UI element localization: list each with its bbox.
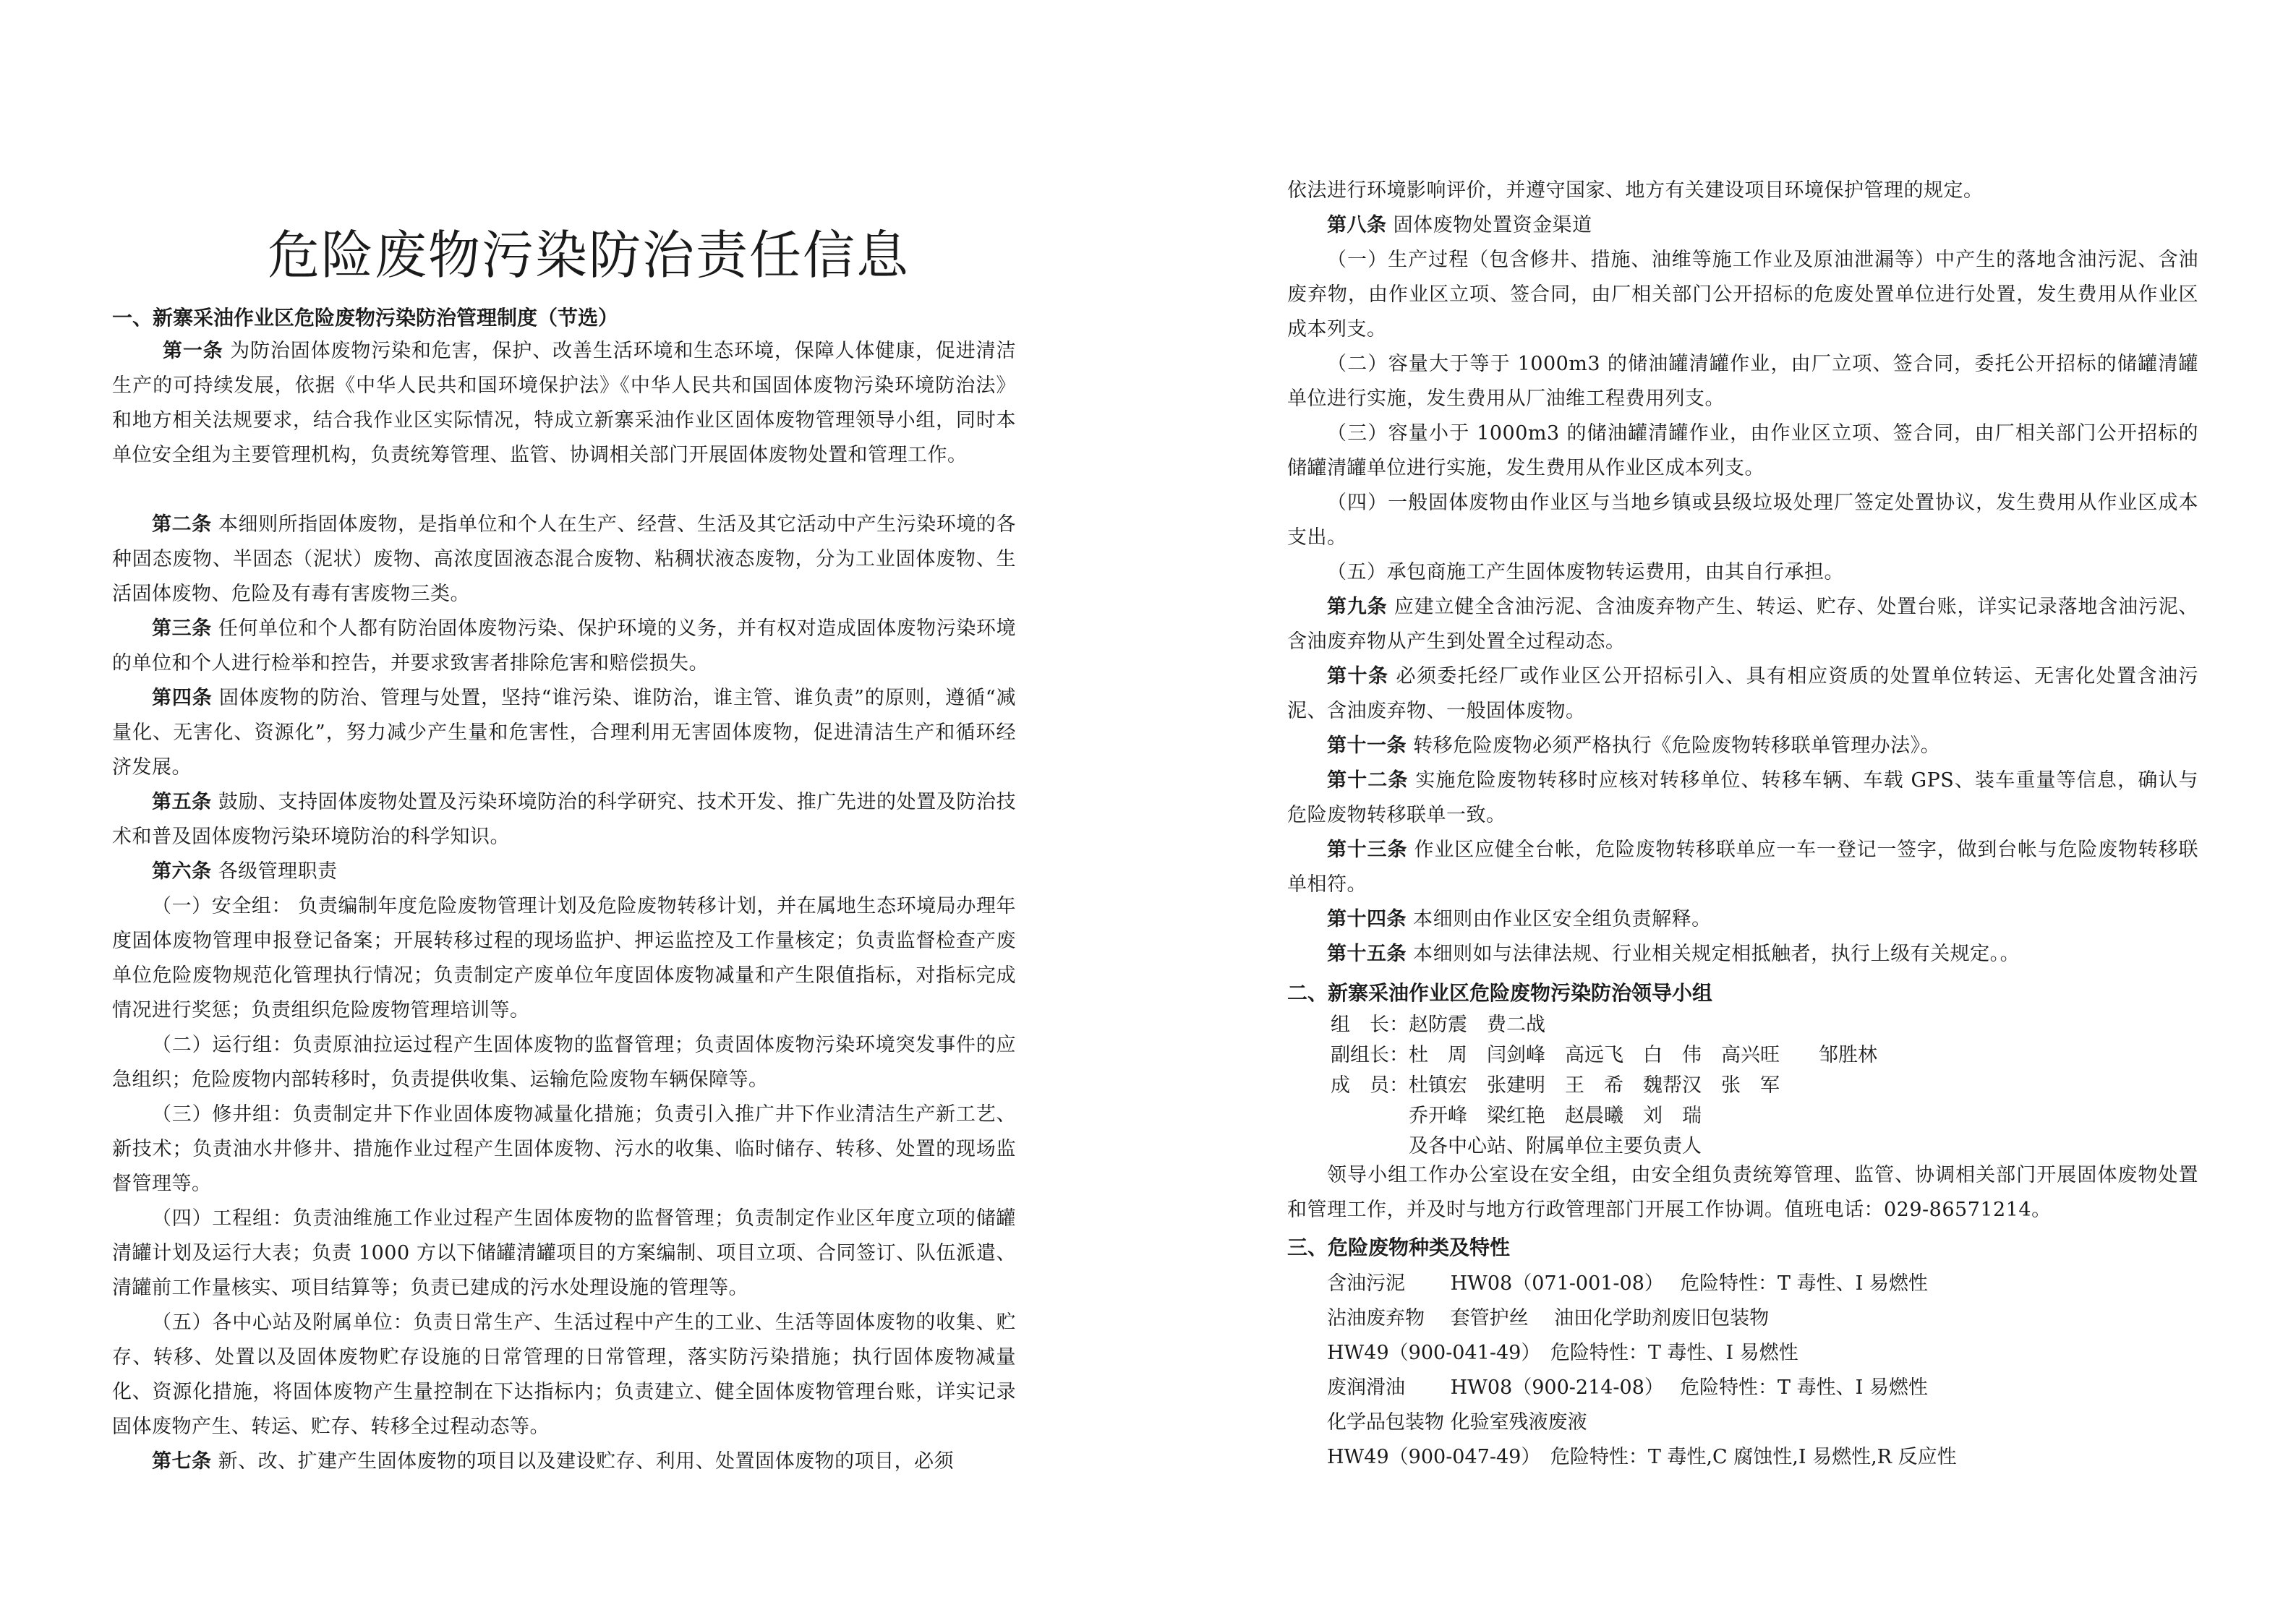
fund-channel-2: （二）容量大于等于 1000m3 的储油罐清罐作业，由厂立项、签合同，委托公开招标的储罐清罐单位进行实施，发生费用从厂油维工程费用列支。 [1287,353,2198,410]
waste-type-1: 含油污泥 HW08（071-001-08） 危险特性：T 毒性、I 易燃性 [1327,1272,1928,1295]
article-10 [1287,659,2198,729]
duty-center-stations: （五）各中心站及附属单位：负责日常生产、生活过程中产生的工业、生活等固体废物的收集、贮存、转移、处置以及固体废物贮存设施的日常管理的日常管理，落实防污染措施；执行固体废物减量化、资源化措施，将固体废物产生量控制在下达指标内；负责建立、健全固体废物管理台账，详实记录固体废物产生、转运、贮存、转移全过程动态等。 [112,1311,1016,1438]
group-members-continued: 乔开峰 梁红艳 赵晨曦 刘 瑞 [1409,1105,1702,1127]
section-1-heading: 一、新寨采油作业区危险废物污染防治管理制度（节选） [112,306,619,330]
article-8-label: 第八条 [1327,214,1387,236]
article-12 [1287,763,2198,833]
office-info: 领导小组工作办公室设在安全组，由安全组负责统筹管理、监管、协调相关部门开展固体废物处置和管理工作，并及时与地方行政管理部门开展工作协调。值班电话：029-86571214。 [1287,1164,2198,1221]
article-13-text: 作业区应健全台帐，危险废物转移联单应一车一登记一签字，做到台帐与危险废物转移联单相符。 [1287,839,2198,896]
article-7 [112,1444,1016,1479]
article-6-text: 各级管理职责 [211,860,338,883]
article-10-label: 第十条 [1327,665,1389,688]
article-1-label: 第一条 [163,340,223,362]
article-1 [112,334,1016,473]
article-3-label: 第三条 [152,617,212,640]
waste-type-2: 沾油废弃物 套管护丝 油田化学助剂废旧包装物 [1327,1307,1770,1329]
article-5 [112,785,1016,855]
fund-channel-4: （四）一般固体废物由作业区与当地乡镇或县级垃圾处理厂签定处置协议，发生费用从作业区成本支出。 [1287,492,2198,549]
article-15 [1287,937,2198,972]
fund-channel-3: （三）容量小于 1000m3 的储油罐清罐作业，由作业区立项、签合同，由厂相关部门公开招标的储罐清罐单位进行实施，发生费用从作业区成本列支。 [1287,422,2198,479]
waste-type-2-code: HW49（900-041-49） 危险特性：T 毒性、I 易燃性 [1327,1342,1798,1364]
article-1-text: 为防治固体废物污染和危害，保护、改善生活环境和生态环境，保障人体健康，促进清洁生产的可持续发展，依据《中华人民共和国环境保护法》《中华人民共和国固体废物污染环境防治法》和地方相关法规要求，结合我作业区实际情况，特成立新寨采油作业区固体废物管理领导小组，同时本单位安全组为主要管理机构，负责统筹管理、监管、协调相关部门开展固体废物处置和管理工作。 [112,340,1016,466]
article-7-text: 新、改、扩建产生固体废物的项目以及建设贮存、利用、处置固体废物的项目，必须 [211,1450,955,1473]
article-13-label: 第十三条 [1327,839,1408,861]
article-6 [112,855,1016,889]
article-12-text: 实施危险废物转移时应核对转移单位、转移车辆、车载 GPS、装车重量等信息，确认与危险废物转移联单一致。 [1287,769,2199,826]
group-deputy-leaders: 副组长：杜 周 闫剑峰 高远飞 白 伟 高兴旺 邹胜林 [1331,1044,1877,1066]
article-9-text: 应建立健全含油污泥、含油废弃物产生、转运、贮存、处置台账，详实记录落地含油污泥、含油废弃物从产生到处置全过程动态。 [1287,596,2198,653]
article-14-text: 本细则由作业区安全组负责解释。 [1407,908,1712,930]
article-3-text: 任何单位和个人都有防治固体废物污染、保护环境的义务，并有权对造成固体废物污染环境的单位和个人进行检举和控告，并要求致害者排除危害和赔偿损失。 [112,617,1016,675]
article-2-text: 本细则所指固体废物，是指单位和个人在生产、经营、生活及其它活动中产生污染环境的各种固态废物、半固态（泥状）废物、高浓度固液态混合废物、粘稠状液态废物，分为工业固体废物、生活固体废物、危险及有毒有害废物三类。 [112,513,1016,605]
article-4 [112,681,1016,785]
section-3-heading: 三、危险废物种类及特性 [1287,1236,1511,1259]
article-8-text: 固体废物处置资金渠道 [1386,214,1592,236]
article-11-text: 转移危险废物必须严格执行《危险废物转移联单管理办法》。 [1407,735,1941,757]
article-5-label: 第五条 [152,791,212,813]
article-3 [112,612,1016,681]
article-8 [1287,208,2198,243]
article-9-label: 第九条 [1327,596,1388,618]
article-9 [1287,590,2198,659]
duty-workover-group: （三）修井组：负责制定井下作业固体废物减量化措施；负责引入推广井下作业清洁生产新工艺、新技术；负责油水井修井、措施作业过程产生固体废物、污水的收集、临时储存、转移、处置的现场监督管理等。 [112,1103,1016,1195]
article-15-text: 本细则如与法律法规、行业相关规定相抵触者，执行上级有关规定。。 [1407,943,2020,965]
waste-type-4: 化学品包装物 化验室残液废液 [1327,1411,1587,1434]
group-members: 成 员：杜镇宏 张建明 王 希 魏帮汉 张 军 [1331,1074,1780,1097]
section-2-heading: 二、新寨采油作业区危险废物污染防治领导小组 [1287,981,1713,1005]
fund-channel-1: （一）生产过程（包含修井、措施、油维等施工作业及原油泄漏等）中产生的落地含油污泥、含油废弃物，由作业区立项、签合同，由厂相关部门公开招标的危废处置单位进行处置，发生费用从作业区成本列支。 [1287,249,2198,341]
waste-type-3: 废润滑油 HW08（900-214-08） 危险特性：T 毒性、I 易燃性 [1327,1376,1928,1399]
article-5-text: 鼓励、支持固体废物处置及污染环境防治的科学研究、技术开发、推广先进的处置及防治技术和普及固体废物污染环境防治的科学知识。 [112,791,1016,848]
article-2-label: 第二条 [152,513,212,536]
article-11-label: 第十一条 [1327,735,1407,757]
article-13 [1287,833,2198,902]
group-leader: 组 长：赵防震 费二战 [1331,1014,1545,1036]
duty-engineering-group: （四）工程组：负责油维施工作业过程产生固体废物的监督管理；负责制定作业区年度立项的储罐清罐计划及运行大表；负责 1000 方以下储罐清罐项目的方案编制、项目立项、合同签订、队伍派遣、清罐前工作量核实、项目结算等；负责已建成的污水处理设施的管理等。 [112,1207,1016,1299]
fund-channel-5: （五）承包商施工产生固体废物转运费用，由其自行承担。 [1327,561,1844,583]
page-title: 危险废物污染防治责任信息 [268,225,910,286]
article-15-label: 第十五条 [1327,943,1407,965]
article-6-label: 第六条 [152,860,212,883]
article-7-continued: 依法进行环境影响评价，并遵守国家、地方有关建设项目环境保护管理的规定。 [1287,179,1984,202]
waste-type-4-code: HW49（900-047-49） 危险特性：T 毒性,C 腐蚀性,I 易燃性,R 反应性 [1327,1446,1957,1468]
article-10-text: 必须委托经厂或作业区公开招标引入、具有相应资质的处置单位转运、无害化处置含油污泥、含油废弃物、一般固体废物。 [1287,665,2198,722]
article-12-label: 第十二条 [1327,769,1409,792]
article-7-label: 第七条 [152,1450,212,1473]
article-11 [1287,729,2198,763]
article-14 [1287,902,2198,937]
article-14-label: 第十四条 [1327,908,1407,930]
duty-safety-group: （一）安全组： 负责编制年度危险废物管理计划及危险废物转移计划，并在属地生态环境局办理年度固体废物管理申报登记备案；开展转移过程的现场监护、押运监控及工作量核定；负责监督检查产废单位危险废物规范化管理执行情况；负责制定产废单位年度固体废物减量和产生限值指标，对指标完成情况进行奖惩；负责组织危险废物管理培训等。 [112,895,1016,1022]
article-2 [112,508,1016,612]
duty-operation-group: （二）运行组：负责原油拉运过程产生固体废物的监督管理；负责固体废物污染环境突发事件的应急组织；危险废物内部转移时，负责提供收集、运输危险废物车辆保障等。 [112,1034,1016,1091]
article-4-text: 固体废物的防治、管理与处置，坚持“谁污染、谁防治，谁主管、谁负责”的原则，遵循“减量化、无害化、资源化”，努力减少产生量和危害性，合理利用无害固体废物，促进清洁生产和循环经济发展。 [112,687,1016,779]
article-4-label: 第四条 [152,687,213,709]
group-members-others: 及各中心站、附属单位主要负责人 [1409,1135,1702,1157]
